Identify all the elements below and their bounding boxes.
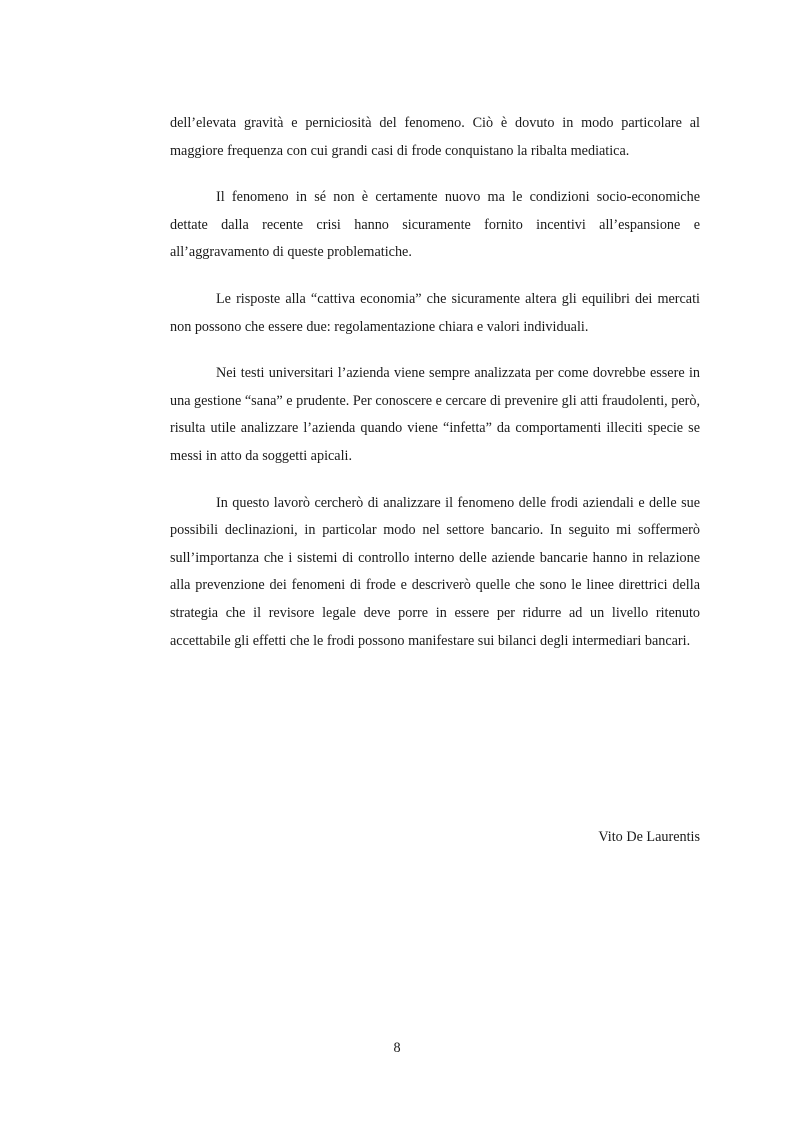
paragraph-university-texts: Nei testi universitari l’azienda viene sempre analizzata per come dovrebbe essere in una gestione “sana” e prudente. Per conoscere e cercare di prevenire gli atti fraudolenti, però, risulta utile analizzare l’azienda quando viene “infetta” da comportamenti illeciti specie se messi in atto da soggetti apicali. bbox=[170, 365, 700, 464]
paragraph-continuation: dell’elevata gravità e perniciosità del fenomeno. Ciò è dovuto in modo particolare al maggiore frequenza con cui grandi casi di frode conquistano la ribalta mediatica. bbox=[170, 115, 700, 159]
body-text bbox=[170, 110, 700, 674]
paragraph-thesis-outline: In questo lavorò cercherò di analizzare il fenomeno delle frodi aziendali e delle sue possibili declinazioni, in particolar modo nel settore bancario. In seguito mi soffermerò sull’importanza che i sistemi di controllo interno delle aziende bancarie hanno in relazione alla prevenzione dei fenomeni di frode e descriverò quelle che sono le linee direttrici della strategia che il revisore legale deve porre in essere per ridurre ad un livello ritenuto accettabile gli effetti che le frodi possono manifestare sui bilanci degli intermediari bancari. bbox=[170, 494, 700, 649]
page-number: 8 bbox=[393, 1040, 401, 1056]
paragraph-bad-economy: Le risposte alla “cattiva economia” che sicuramente altera gli equilibri dei mercati non possono che essere due: regolamentazione chiara e valori individuali. bbox=[170, 290, 700, 335]
paragraph-crisis: Il fenomeno in sé non è certamente nuovo ma le condizioni socio-economiche dettate dalla recente crisi hanno sicuramente fornito incentivi all’espansione e all’aggravamento di queste problematiche. bbox=[170, 189, 700, 261]
author-signature: Vito De Laurentis bbox=[598, 829, 700, 845]
